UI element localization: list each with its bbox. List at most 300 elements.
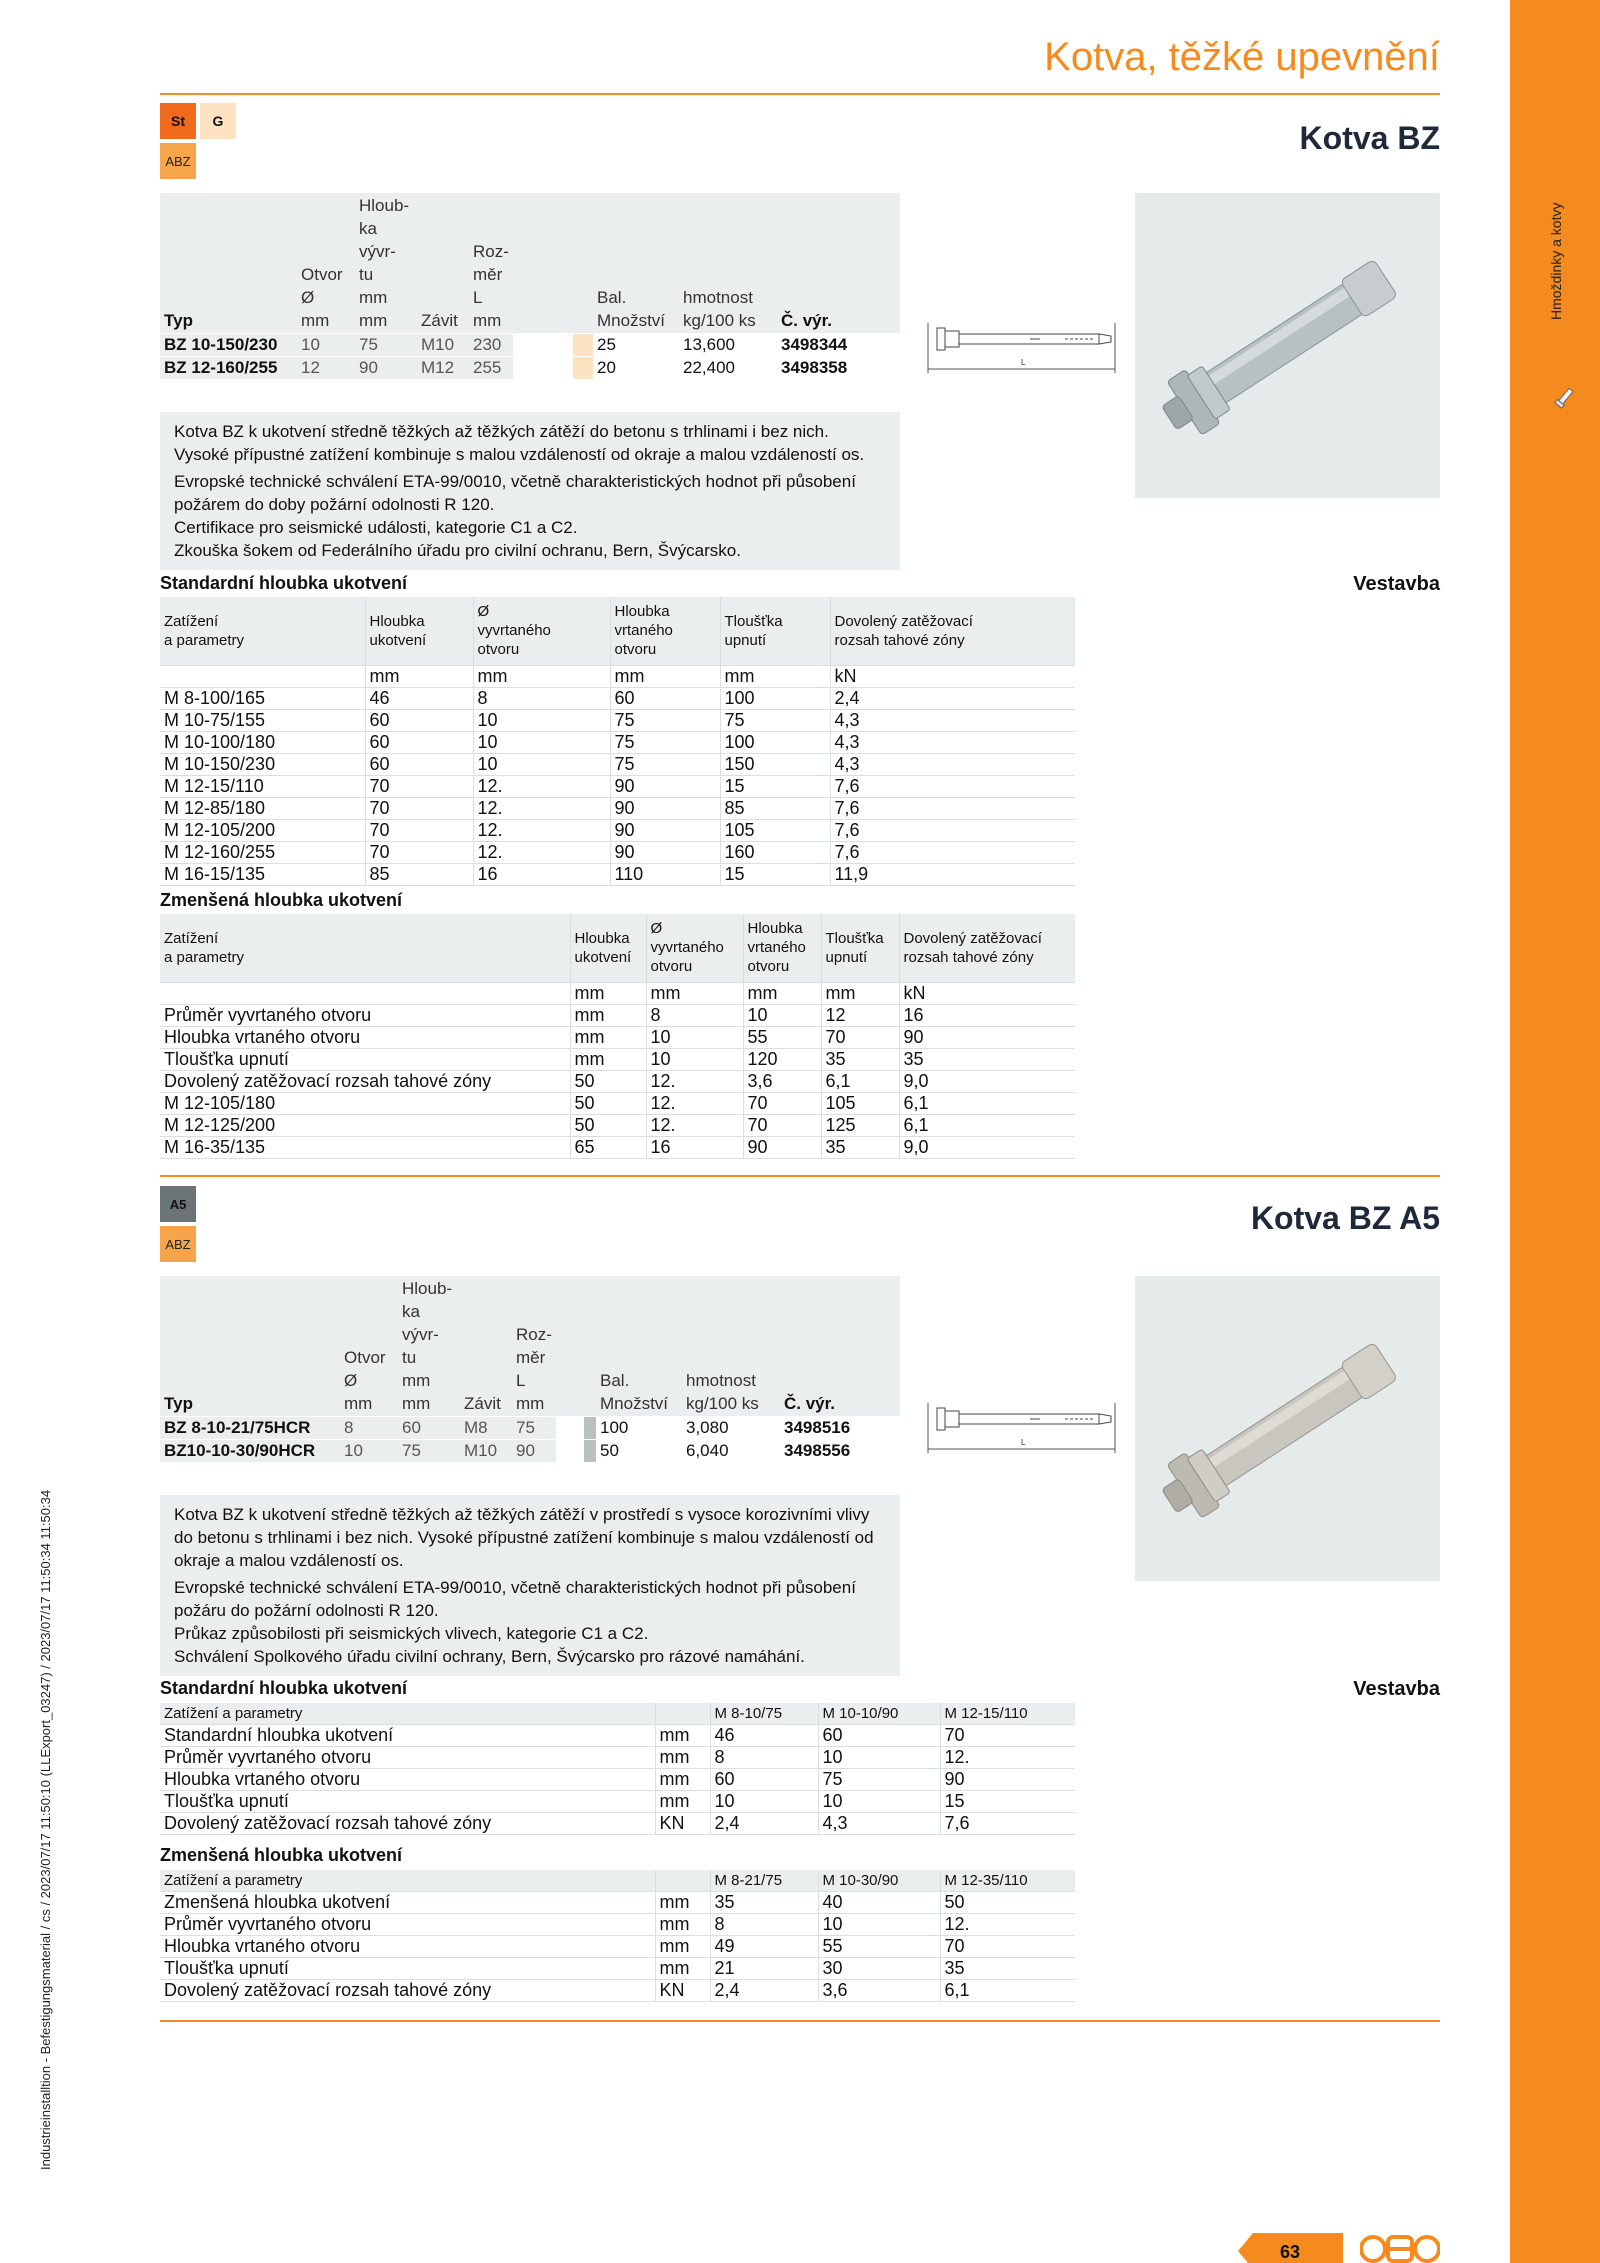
cell-article: 3498358 (777, 357, 900, 380)
table-row (160, 731, 1075, 753)
table-cell: 10 (818, 1790, 940, 1812)
unit-cell: kN (899, 982, 1075, 1004)
table-cell: M 8-100/165 (160, 687, 365, 709)
table-cell: 2,4 (830, 687, 1075, 709)
cell-hole: 10 (340, 1440, 398, 1463)
table-cell: 75 (610, 709, 720, 731)
col-header-pack: Bal. Množství (597, 288, 666, 330)
table-cell: 50 (570, 1070, 646, 1092)
table-cell: 4,3 (818, 1812, 940, 1834)
table-cell: 3,6 (743, 1070, 821, 1092)
col-header: M 8-21/75 (710, 1870, 818, 1891)
table-cell: mm (570, 1048, 646, 1070)
col-header: Hloubka ukotvení (365, 597, 473, 665)
table-cell: 90 (610, 797, 720, 819)
col-header: Dovolený zatěžovací rozsah tahové zóny (830, 597, 1075, 665)
table-cell: 90 (610, 819, 720, 841)
table-cell: 8 (710, 1913, 818, 1935)
table-cell: M 12-15/110 (160, 775, 365, 797)
table-cell: 35 (710, 1891, 818, 1913)
col-header: Zatížení a parametry (160, 1870, 655, 1891)
product-title: Kotva BZ (1299, 120, 1440, 156)
table-cell: 90 (899, 1026, 1075, 1048)
section-title: Standardní hloubka ukotvení (160, 573, 408, 593)
section-title: Zmenšená hloubka ukotvení (160, 1845, 403, 1865)
table-cell: 9,0 (899, 1070, 1075, 1092)
table-cell: 35 (940, 1957, 1075, 1979)
table-cell: 85 (720, 797, 830, 819)
table-cell: 75 (818, 1768, 940, 1790)
table-cell: Průměr vyvrtaného otvoru (160, 1004, 570, 1026)
cell-size: 90 (512, 1440, 556, 1463)
product-photo (1135, 193, 1440, 498)
col-header: M 12-35/110 (940, 1870, 1075, 1891)
table-cell: KN (655, 1979, 710, 2001)
table-cell: 105 (720, 819, 830, 841)
cell-thread: M10 (417, 334, 469, 357)
unit-cell (160, 665, 365, 687)
table-row (160, 1957, 1075, 1979)
col-header (655, 1870, 710, 1891)
table-cell: Zmenšená hloubka ukotvení (160, 1891, 655, 1913)
product-table (160, 1276, 900, 1462)
unit-cell: mm (473, 665, 610, 687)
table-row (160, 1746, 1075, 1768)
table-row (160, 1440, 900, 1463)
table-cell: 7,6 (830, 819, 1075, 841)
unit-cell (160, 982, 570, 1004)
table-cell: 60 (710, 1768, 818, 1790)
table-cell: Dovolený zatěžovací rozsah tahové zóny (160, 1812, 655, 1834)
table-cell: 8 (646, 1004, 743, 1026)
table-row (160, 1935, 1075, 1957)
description-paragraph: Certifikace pro seismické události, kategorie C1 a C2. (174, 518, 578, 537)
cell-article: 3498516 (780, 1417, 900, 1440)
table-cell: 50 (570, 1114, 646, 1136)
table-cell: Tloušťka upnutí (160, 1790, 655, 1812)
table-cell: KN (655, 1812, 710, 1834)
reduced-depth-table (160, 1870, 1075, 2002)
cell-swatch (556, 1417, 596, 1440)
table-row (160, 863, 1075, 885)
table-cell: 46 (710, 1724, 818, 1746)
reduced-rows (160, 1004, 1075, 1158)
table-cell: mm (655, 1746, 710, 1768)
col-header-hole: Otvor Ø mm (344, 1348, 386, 1413)
col-header-depth: Hloub- ka vývr- tu mm mm (359, 196, 410, 330)
table-cell: 7,6 (830, 775, 1075, 797)
table-cell: 46 (365, 687, 473, 709)
unit-cell: mm (610, 665, 720, 687)
install-label: Vestavba (1353, 1678, 1440, 1700)
table-row (160, 1417, 900, 1440)
table-row (160, 1891, 1075, 1913)
side-band (1510, 0, 1600, 2263)
table-cell: 10 (473, 753, 610, 775)
col-header-size: Roz- měr L mm (516, 1325, 552, 1413)
table-cell: 35 (821, 1136, 899, 1158)
table-cell: 6,1 (821, 1070, 899, 1092)
col-header: M 12-15/110 (940, 1703, 1075, 1724)
table-cell: 4,3 (830, 709, 1075, 731)
table-cell: 85 (365, 863, 473, 885)
table-cell: Standardní hloubka ukotvení (160, 1724, 655, 1746)
title-rule (160, 93, 1440, 95)
table-cell: 70 (743, 1114, 821, 1136)
anchor-dimension-drawing (925, 315, 1120, 375)
table-cell: 10 (818, 1746, 940, 1768)
side-label: Hmoždinky a kotvy (1548, 202, 1564, 320)
table-cell: 15 (940, 1790, 1075, 1812)
col-header: Zatížení a parametry (160, 1703, 655, 1724)
badge-approval: ABZ (160, 143, 196, 179)
table-cell: 12. (646, 1092, 743, 1114)
unit-cell: mm (646, 982, 743, 1004)
table-cell: Průměr vyvrtaného otvoru (160, 1913, 655, 1935)
table-cell: 70 (940, 1935, 1075, 1957)
cell-swatch (556, 1440, 596, 1463)
install-label: Vestavba (1353, 573, 1440, 595)
table-cell: 70 (365, 819, 473, 841)
description-paragraph: Průkaz způsobilosti při seismických vlivech, kategorie C1 a C2. (174, 1624, 649, 1643)
cell-hole: 12 (297, 357, 355, 380)
table-row (160, 1812, 1075, 1834)
table-cell: 16 (899, 1004, 1075, 1026)
cell-pack: 20 (593, 357, 679, 380)
product-description (160, 1495, 900, 1676)
cell-type: BZ10-10-30/90HCR (160, 1440, 340, 1463)
table-cell: mm (655, 1724, 710, 1746)
cell-pack: 50 (596, 1440, 682, 1463)
table-row (160, 797, 1075, 819)
table-cell: 105 (821, 1092, 899, 1114)
table-cell: 6,1 (899, 1092, 1075, 1114)
table-cell: 60 (610, 687, 720, 709)
unit-cell: mm (743, 982, 821, 1004)
section-divider (160, 2020, 1440, 2022)
section-title: Zmenšená hloubka ukotvení (160, 890, 403, 910)
cell-thread: M12 (417, 357, 469, 380)
col-header-weight: hmotnost kg/100 ks (683, 288, 756, 330)
unit-cell: kN (830, 665, 1075, 687)
col-header: Hloubka vrtaného otvoru (610, 597, 720, 665)
table-cell: 150 (720, 753, 830, 775)
table-cell: 6,1 (899, 1114, 1075, 1136)
table-cell: Hloubka vrtaného otvoru (160, 1768, 655, 1790)
col-header-depth: Hloub- ka vývr- tu mm mm (402, 1279, 453, 1413)
table-cell: M 12-105/200 (160, 819, 365, 841)
reduced-depth-table (160, 914, 1075, 1159)
col-header: Dovolený zatěžovací rozsah tahové zóny (899, 914, 1075, 982)
table-cell: 12. (646, 1114, 743, 1136)
col-header: Tloušťka upnutí (720, 597, 830, 665)
table-cell: 10 (473, 709, 610, 731)
table-cell: 8 (710, 1746, 818, 1768)
table-cell: mm (655, 1913, 710, 1935)
col-header-article: Č. výr. (784, 1394, 836, 1413)
table-cell: 90 (940, 1768, 1075, 1790)
table-cell: 9,0 (899, 1136, 1075, 1158)
table-cell: 55 (818, 1935, 940, 1957)
col-header: M 10-10/90 (818, 1703, 940, 1724)
table-row (160, 709, 1075, 731)
table-row (160, 1048, 1075, 1070)
table-cell: 125 (821, 1114, 899, 1136)
unit-cell: mm (365, 665, 473, 687)
table-cell: 4,3 (830, 731, 1075, 753)
col-header: Ø vyvrtaného otvoru (646, 914, 743, 982)
table-cell: 55 (743, 1026, 821, 1048)
cell-hole: 10 (297, 334, 355, 357)
page-number: 63 (1280, 2242, 1301, 2262)
table-cell: 50 (940, 1891, 1075, 1913)
cell-hole: 8 (340, 1417, 398, 1440)
description-paragraph: Schválení Spolkového úřadu civilní ochrany, Bern, Švýcarsko pro rázové namáhání. (174, 1647, 805, 1666)
table-cell: M 10-100/180 (160, 731, 365, 753)
table-cell: 65 (570, 1136, 646, 1158)
table-cell: 12. (473, 797, 610, 819)
cell-depth: 75 (355, 334, 417, 357)
unit-cell: mm (570, 982, 646, 1004)
col-header-weight: hmotnost kg/100 ks (686, 1371, 759, 1413)
cell-depth: 75 (398, 1440, 460, 1463)
table-cell: Dovolený zatěžovací rozsah tahové zóny (160, 1979, 655, 2001)
table-cell: 16 (473, 863, 610, 885)
table-cell: 75 (610, 753, 720, 775)
cell-article: 3498556 (780, 1440, 900, 1463)
table-row (160, 1790, 1075, 1812)
section-title: Standardní hloubka ukotvení (160, 1678, 408, 1698)
standard-depth-table (160, 1703, 1075, 1835)
table-cell: 10 (710, 1790, 818, 1812)
table-cell: 60 (818, 1724, 940, 1746)
table-cell: 7,6 (830, 797, 1075, 819)
table-cell: Tloušťka upnutí (160, 1957, 655, 1979)
table-cell: 11,9 (830, 863, 1075, 885)
table-cell: 30 (818, 1957, 940, 1979)
table-cell: M 16-15/135 (160, 863, 365, 885)
product-description (160, 412, 900, 570)
col-header: M 10-30/90 (818, 1870, 940, 1891)
table-cell: 8 (473, 687, 610, 709)
table-row (160, 1114, 1075, 1136)
table-cell: 12. (473, 775, 610, 797)
standard-rows (160, 1724, 1075, 1834)
table-row (160, 841, 1075, 863)
table-row (160, 753, 1075, 775)
anchor-icon (1552, 383, 1578, 413)
cell-swatch (513, 334, 593, 357)
table-cell: 70 (365, 775, 473, 797)
reduced-rows (160, 1891, 1075, 2001)
table-cell: 15 (720, 775, 830, 797)
table-row (160, 1136, 1075, 1158)
table-cell: M 10-150/230 (160, 753, 365, 775)
svg-text:L: L (1021, 1438, 1026, 1447)
table-cell: mm (655, 1768, 710, 1790)
badge-steel: St (160, 103, 196, 139)
table-cell: 12 (821, 1004, 899, 1026)
table-cell: 12. (940, 1913, 1075, 1935)
col-header: Tloušťka upnutí (821, 914, 899, 982)
table-row (160, 1026, 1075, 1048)
table-cell: mm (655, 1935, 710, 1957)
col-header-article: Č. výr. (781, 311, 833, 330)
cell-depth: 60 (398, 1417, 460, 1440)
table-cell: 12. (646, 1070, 743, 1092)
description-paragraph: Zkouška šokem od Federálního úřadu pro civilní ochranu, Bern, Švýcarsko. (174, 541, 741, 560)
table-row (160, 334, 900, 357)
table-row (160, 775, 1075, 797)
col-header-thread: Závit (421, 311, 458, 330)
col-header (655, 1703, 710, 1724)
table-cell: M 12-85/180 (160, 797, 365, 819)
table-row (160, 819, 1075, 841)
col-header-size: Roz- měr L mm (473, 242, 509, 330)
table-row (160, 1092, 1075, 1114)
table-cell: mm (570, 1004, 646, 1026)
table-cell: 40 (818, 1891, 940, 1913)
table-cell: 10 (473, 731, 610, 753)
cell-depth: 90 (355, 357, 417, 380)
cell-thread: M10 (460, 1440, 512, 1463)
page-title: Kotva, těžké upevnění (1044, 35, 1440, 79)
table-row (160, 1724, 1075, 1746)
product-title: Kotva BZ A5 (1250, 1200, 1440, 1236)
table-cell: Hloubka vrtaného otvoru (160, 1026, 570, 1048)
table-cell: M 16-35/135 (160, 1136, 570, 1158)
col-header: Zatížení a parametry (160, 914, 570, 982)
badge-galvanized: G (200, 103, 236, 139)
table-cell: Tloušťka upnutí (160, 1048, 570, 1070)
col-header: Hloubka ukotvení (570, 914, 646, 982)
table-cell: 90 (610, 841, 720, 863)
table-cell: 10 (818, 1913, 940, 1935)
table-cell: 60 (365, 709, 473, 731)
table-cell: 70 (365, 797, 473, 819)
cell-weight: 3,080 (682, 1417, 780, 1440)
cell-pack: 100 (596, 1417, 682, 1440)
table-cell: M 12-160/255 (160, 841, 365, 863)
cell-article: 3498344 (777, 334, 900, 357)
table-cell: mm (655, 1790, 710, 1812)
table-cell: 110 (610, 863, 720, 885)
table-cell: 120 (743, 1048, 821, 1070)
table-row (160, 1070, 1075, 1092)
table-cell: 3,6 (818, 1979, 940, 2001)
cell-weight: 6,040 (682, 1440, 780, 1463)
table-cell: 70 (743, 1092, 821, 1114)
table-cell: Dovolený zatěžovací rozsah tahové zóny (160, 1070, 570, 1092)
print-metadata: Industrieinstalltion - Befestigungsmaterial / cs / 2023/07/17 11:50:10 (LLExport_03247) / 2023/07/17 11:50:34 11:50:34 (38, 1489, 53, 2170)
table-cell: 100 (720, 687, 830, 709)
description-paragraph: Kotva BZ k ukotvení středně těžkých až těžkých zátěží v prostředí s vysoce korozivními vlivy do betonu s trhlinami i bez nich. Vysoké přípustné zatížení kombinuje s malou vzdáleností od okraje a malou vzdáleností os. (174, 1505, 874, 1570)
table-cell: 70 (940, 1724, 1075, 1746)
col-header-blank (556, 1276, 596, 1417)
cell-weight: 13,600 (679, 334, 777, 357)
section-divider (160, 1175, 1440, 1177)
product-photo (1135, 1276, 1440, 1581)
col-header-blank (513, 193, 593, 334)
table-cell: M 10-75/155 (160, 709, 365, 731)
cell-pack: 25 (593, 334, 679, 357)
cell-type: BZ 12-160/255 (160, 357, 297, 380)
unit-cell: mm (720, 665, 830, 687)
col-header: Hloubka vrtaného otvoru (743, 914, 821, 982)
table-cell: 12. (473, 819, 610, 841)
table-cell: 90 (610, 775, 720, 797)
description-paragraph: Evropské technické schválení ETA-99/0010, včetně charakteristických hodnot při působení požáru do požární odolnosti R 120. (174, 1578, 856, 1620)
table-cell: mm (655, 1957, 710, 1979)
table-cell: 35 (899, 1048, 1075, 1070)
col-header-hole: Otvor Ø mm (301, 265, 343, 330)
table-cell: 15 (720, 863, 830, 885)
table-row (160, 1004, 1075, 1026)
table-cell: 10 (743, 1004, 821, 1026)
table-cell: 4,3 (830, 753, 1075, 775)
table-cell: 90 (743, 1136, 821, 1158)
table-row (160, 687, 1075, 709)
table-cell: 6,1 (940, 1979, 1075, 2001)
col-header-type: Typ (164, 311, 193, 330)
anchor-dimension-drawing (925, 1395, 1120, 1455)
table-cell: 10 (646, 1026, 743, 1048)
table-cell: M 12-105/180 (160, 1092, 570, 1114)
badge-stainless: A5 (160, 1186, 196, 1222)
obo-logo (1360, 2231, 1440, 2263)
table-cell: 75 (610, 731, 720, 753)
standard-rows (160, 687, 1075, 885)
cell-size: 230 (469, 334, 513, 357)
cell-size: 255 (469, 357, 513, 380)
product-table (160, 193, 900, 379)
table-cell: 75 (720, 709, 830, 731)
table-cell: 70 (365, 841, 473, 863)
table-cell: 7,6 (940, 1812, 1075, 1834)
col-header: Ø vyvrtaného otvoru (473, 597, 610, 665)
table-cell: mm (655, 1891, 710, 1913)
table-cell: 12. (940, 1746, 1075, 1768)
unit-cell: mm (821, 982, 899, 1004)
cell-type: BZ 10-150/230 (160, 334, 297, 357)
table-cell: 70 (821, 1026, 899, 1048)
col-header-thread: Závit (464, 1394, 501, 1413)
cell-weight: 22,400 (679, 357, 777, 380)
table-cell: 2,4 (710, 1812, 818, 1834)
table-cell: 60 (365, 731, 473, 753)
cell-thread: M8 (460, 1417, 512, 1440)
cell-size: 75 (512, 1417, 556, 1440)
col-header: Zatížení a parametry (160, 597, 365, 665)
table-cell: 50 (570, 1092, 646, 1114)
table-cell: Průměr vyvrtaného otvoru (160, 1746, 655, 1768)
badge-approval: ABZ (160, 1226, 196, 1262)
table-cell: M 12-125/200 (160, 1114, 570, 1136)
col-header-type: Typ (164, 1394, 193, 1413)
table-cell: Hloubka vrtaného otvoru (160, 1935, 655, 1957)
table-row (160, 1768, 1075, 1790)
table-cell: 16 (646, 1136, 743, 1158)
cell-type: BZ 8-10-21/75HCR (160, 1417, 340, 1440)
table-cell: 21 (710, 1957, 818, 1979)
standard-depth-table (160, 597, 1075, 886)
table-cell: 100 (720, 731, 830, 753)
table-cell: 10 (646, 1048, 743, 1070)
table-row (160, 1979, 1075, 2001)
table-cell: 12. (473, 841, 610, 863)
table-cell: mm (570, 1026, 646, 1048)
cell-swatch (513, 357, 593, 380)
